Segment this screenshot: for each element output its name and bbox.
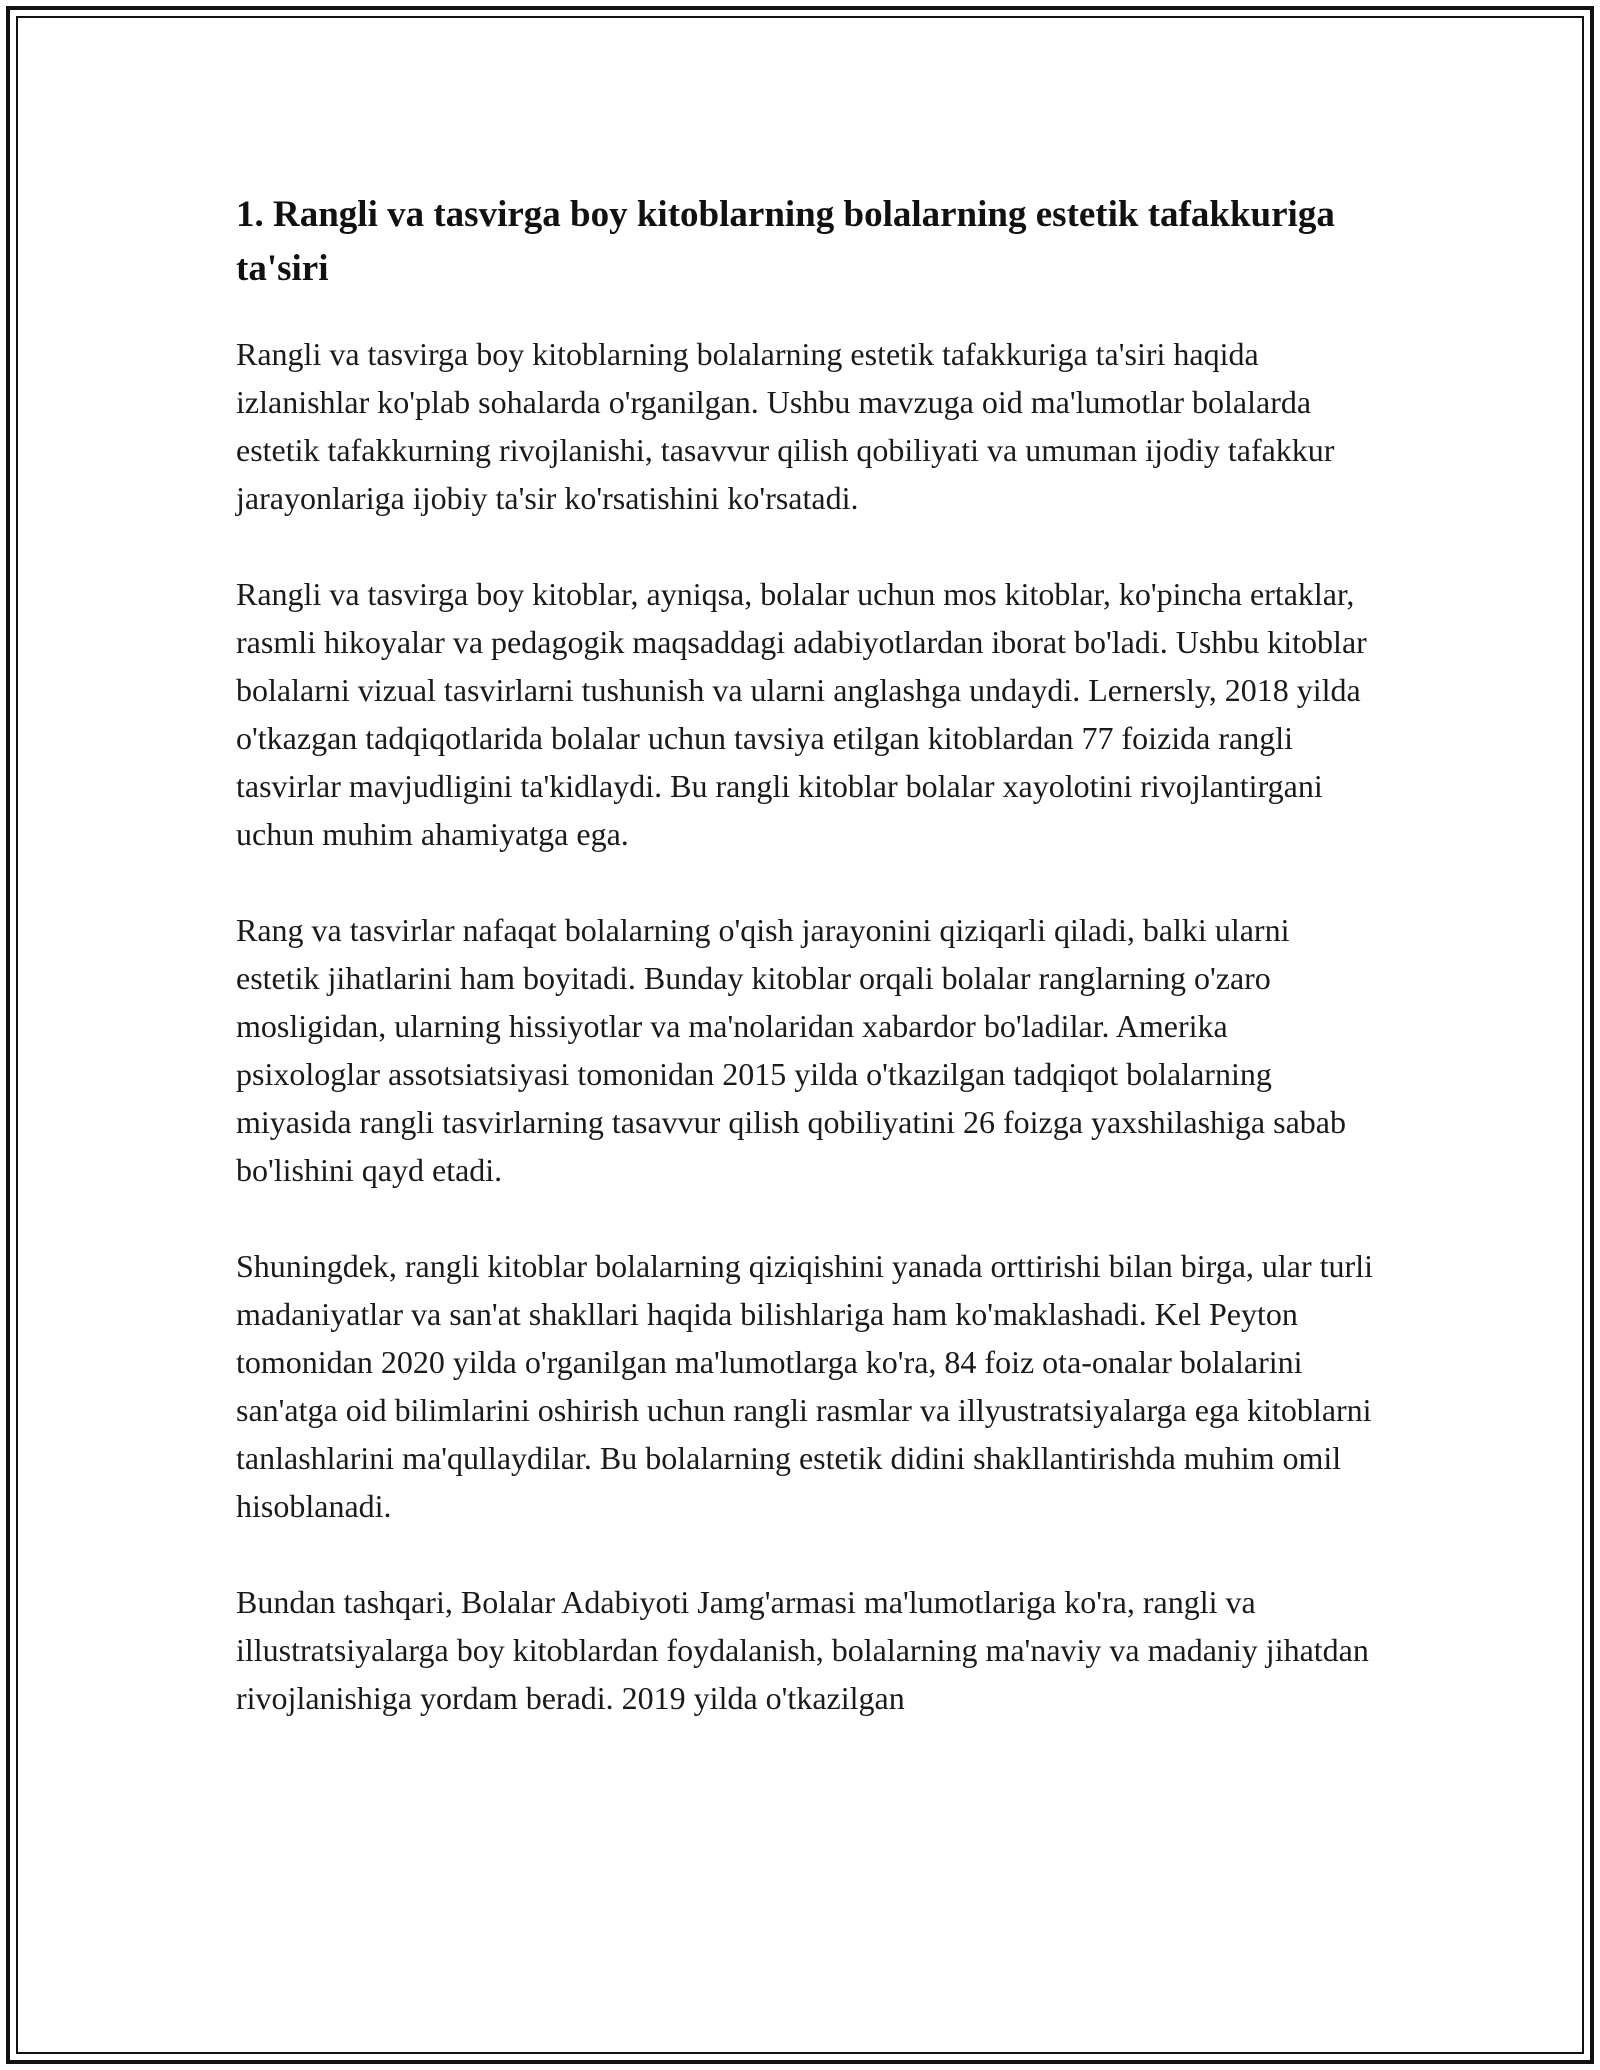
section-heading: 1. Rangli va tasvirga boy kitoblarning bolalarning estetik tafakkuriga ta'siri: [236, 194, 1335, 289]
paragraph-4: Shuningdek, rangli kitoblar bolalarning qiziqishini yanada orttirishi bilan birga, ular turli madaniyatlar va san'at shakllari haqida bilishlariga ham ko'maklashadi. Kel Peyton tomonidan 2020 yilda o'rganilgan ma'lumotlarga ko'ra, 84 foiz ota-onalar bolalarini san'atga oid bilimlarini oshirish uchun rangli rasmlar va illyustratsiyalarga ega kitoblarni tanlashlarini ma'qullaydilar. Bu bolalarning estetik didini shakllantirishda muhim omil hisoblanadi.: [236, 1248, 1373, 1524]
paragraph-2: Rangli va tasvirga boy kitoblar, ayniqsa, bolalar uchun mos kitoblar, ko'pincha ertaklar, rasmli hikoyalar va pedagogik maqsaddagi adabiyotlardan iborat bo'ladi. Ushbu kitoblar bolalarni vizual tasvirlarni tushunish va ularni anglashga undaydi. Lernersly, 2018 yilda o'tkazgan tadqiqotlarida bolalar uchun tavsiya etilgan kitoblardan 77 foizida rangli tasvirlar mavjudligini ta'kidlaydi. Bu rangli kitoblar bolalar xayolotini rivojlantirgani uchun muhim ahamiyatga ega.: [236, 576, 1367, 852]
paragraph-1: Rangli va tasvirga boy kitoblarning bolalarning estetik tafakkuriga ta'siri haqida izlanishlar ko'plab sohalarda o'rganilgan. Ushbu mavzuga oid ma'lumotlar bolalarda estetik tafakkurning rivojlanishi, tasavvur qilish qobiliyati va umuman ijodiy tafakkur jarayonlariga ijobiy ta'sir ko'rsatishini ko'rsatadi.: [236, 336, 1335, 516]
paragraph-3: Rang va tasvirlar nafaqat bolalarning o'qish jarayonini qiziqarli qiladi, balki ularni estetik jihatlarini ham boyitadi. Bunday kitoblar orqali bolalar ranglarning o'zaro mosligidan, ularning hissiyotlar va ma'nolaridan xabardor bo'ladilar. Amerika psixologlar assotsiatsiyasi tomonidan 2015 yilda o'tkazilgan tadqiqot bolalarning miyasida rangli tasvirlarning tasavvur qilish qobiliyatini 26 foizga yaxshilashiga sabab bo'lishini qayd etadi.: [236, 912, 1346, 1188]
document-body: [236, 188, 1376, 1770]
paragraph-5: Bundan tashqari, Bolalar Adabiyoti Jamg'armasi ma'lumotlariga ko'ra, rangli va illustratsiyalarga boy kitoblardan foydalanish, bolalarning ma'naviy va madaniy jihatdan rivojlanishiga yordam beradi. 2019 yilda o'tkazilgan: [236, 1584, 1369, 1716]
